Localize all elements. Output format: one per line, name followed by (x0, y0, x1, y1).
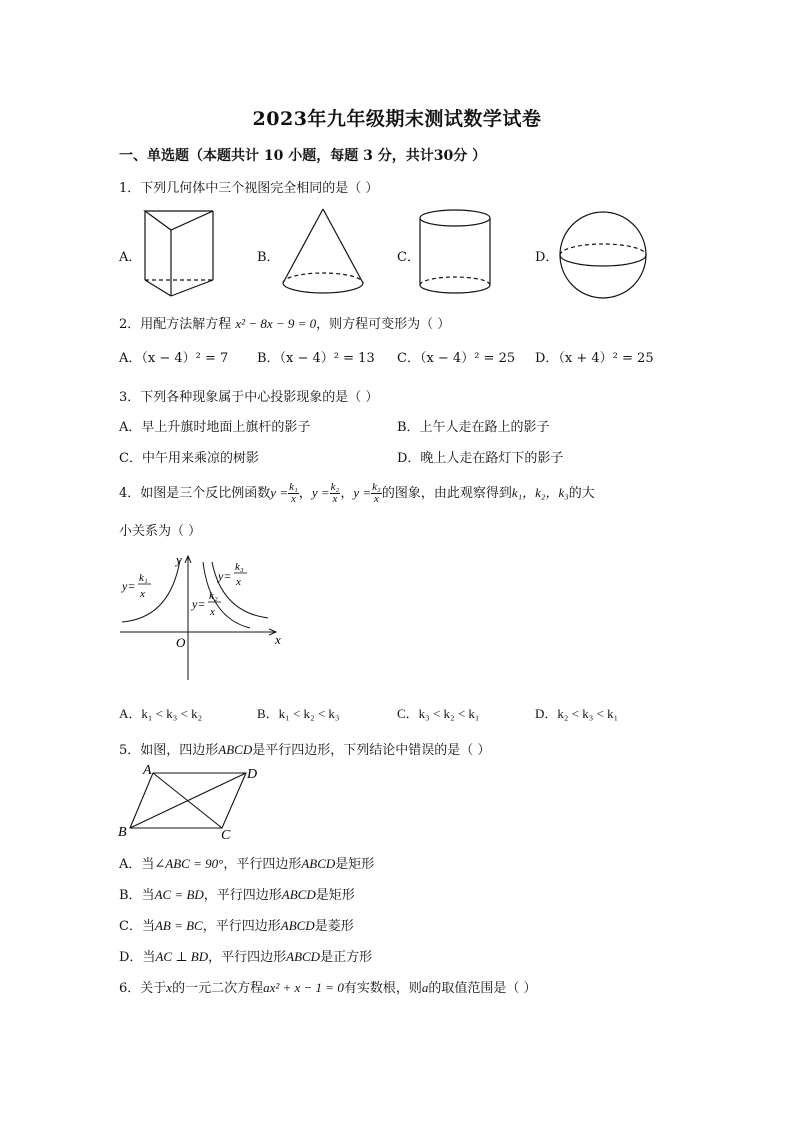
q5-abcd: ABCD (218, 742, 253, 757)
curve3-label: y= (218, 569, 232, 583)
vertex-d: D (247, 767, 258, 782)
curve3-k: k₃ (235, 561, 244, 573)
q4-func3-den: x (374, 493, 379, 505)
question-6-stem (119, 977, 537, 996)
q5-b-math: AC = BD (154, 887, 204, 902)
q6-stem-post: 的取值范围是（ ） (428, 981, 537, 996)
q5-b-pre: B．当 (119, 888, 155, 903)
q6-var-x: x (166, 980, 173, 995)
q5-c-abcd: ABCD (280, 918, 315, 933)
q4-func3-lhs: y = (353, 485, 372, 500)
cone-icon (280, 207, 366, 297)
q4-func1-den: x (290, 493, 296, 505)
q6-var-a: a (421, 980, 429, 995)
q6-stem-mid2: 有实数根，则 (343, 981, 422, 996)
curve3-den: x (236, 576, 241, 588)
curve2-label: y= (192, 597, 206, 611)
q5-a-pre: A．当 (119, 857, 155, 872)
q2-option-b: B．（x − 4）² = 13 (257, 351, 375, 366)
q5-stem-post: 是平行四边形，下列结论中错误的是（ ） (252, 743, 491, 758)
question-4-stem: 4．如图是三个反比例函数y = $\frac{\text{k₁}}{x}$ ，y = $\frac{\text{k₂}}{x}$ ，y = $\frac{\text{k₃}}{x}$ 的图象，由此观察得到k₁，k₂，k₃的大 (119, 481, 595, 505)
q5-c-math: AB = BC (154, 918, 203, 933)
q4-option-a: A．k₁ < k₃ < k₂ (119, 706, 203, 721)
curve1-k: k₁ (139, 572, 148, 584)
q5-d-post: ，平行四边形 (208, 950, 287, 965)
q4-func2-frac (330, 482, 341, 505)
q4-func1-num: k₁ (289, 481, 298, 493)
q1-option-a-label: A． (119, 250, 142, 265)
q2-stem-post: ，则方程可变形为（ ） (316, 317, 451, 332)
inverse-function-graph (118, 552, 290, 682)
q5-stem-pre: 5．如图，四边形 (119, 743, 219, 758)
q5-d-math: AC ⊥ BD (155, 949, 209, 964)
q5-c-pre: C．当 (119, 919, 155, 934)
q3-option-b: B．上午人走在路上的影子 (397, 420, 550, 435)
q4-option-d: D．k₂ < k₃ < k₁ (535, 706, 619, 721)
q4-stem-end: 的大 (568, 486, 595, 501)
curve2-k: k₂ (209, 590, 218, 602)
page-title: 2023年九年级期末测试数学试卷 (252, 108, 542, 130)
q2-equation: x² − 8x − 9 = 0 (235, 316, 317, 331)
sphere-icon (557, 210, 649, 300)
q4-k-values: k₁，k₂，k₃ (511, 485, 569, 500)
q4-stem-pre: 4．如图是三个反比例函数 (119, 486, 271, 501)
vertex-c: C (221, 828, 231, 843)
q3-option-c: C．中午用来乘凉的树影 (119, 451, 259, 466)
q5-d-abcd: ABCD (286, 949, 321, 964)
vertex-a: A (143, 763, 152, 778)
q4-stem-mid: 的图象，由此观察得到 (381, 486, 512, 501)
q2-option-c: C．（x − 4）² = 25 (397, 351, 516, 366)
q5-option-b (119, 884, 355, 903)
q3-option-d: D．晚上人走在路灯下的影子 (397, 451, 564, 466)
q2-option-d: D．（x + 4）² = 25 (535, 351, 654, 366)
q3-option-a: A．早上升旗时地面上旗杆的影子 (119, 420, 311, 435)
q4-func3-frac (371, 482, 382, 505)
q6-equation: ax² + x − 1 = 0 (263, 980, 344, 995)
q5-a-math: ∠ABC = 90° (154, 856, 224, 871)
q5-option-d (119, 946, 372, 965)
q1-option-c-label: C． (397, 250, 420, 265)
q5-d-pre: D．当 (119, 950, 156, 965)
q5-b-post: ，平行四边形 (203, 888, 282, 903)
q4-func1-lhs: y = (270, 485, 289, 500)
q2-stem-pre: 2．用配方法解方程 (119, 317, 236, 332)
graph-label-x: x (275, 632, 281, 647)
cylinder-icon (417, 208, 493, 298)
q5-a-abcd: ABCD (301, 856, 336, 871)
q1-option-b-label: B． (257, 250, 280, 265)
section-heading: 一、单选题（本题共计 10 小题，每题 3 分，共计30分 ） (119, 148, 487, 164)
q4-option-b: B．k₁ < k₂ < k₃ (257, 706, 340, 721)
q4-func2-den: x (332, 493, 338, 505)
vertex-b: B (118, 825, 127, 840)
q5-b-abcd: ABCD (281, 887, 316, 902)
q4-func2-num: k₂ (330, 481, 340, 493)
graph-label-y: y (176, 552, 182, 567)
q6-stem-mid: 的一元二次方程 (172, 981, 264, 996)
graph-label-origin: O (176, 635, 186, 650)
question-3-stem: 3．下列各种现象属于中心投影现象的是（ ） (119, 390, 379, 405)
q5-a-post: ，平行四边形 (223, 857, 302, 872)
q6-stem-pre: 6．关于 (119, 981, 167, 996)
q4-func1-frac (288, 482, 299, 505)
q5-b-end: 是矩形 (315, 888, 355, 903)
q4-func2-lhs: y = (311, 485, 330, 500)
curve1-label: y= (122, 579, 136, 593)
q5-option-c (119, 915, 354, 934)
q5-d-end: 是正方形 (320, 950, 373, 965)
parallelogram-figure (116, 760, 266, 842)
q5-c-end: 是菱形 (314, 919, 354, 934)
q4-func3-num: k₃ (372, 481, 381, 493)
q1-option-d-label: D． (535, 250, 559, 265)
q4-option-c: C．k₃ < k₂ < k₁ (397, 706, 480, 721)
triangular-prism-icon (142, 208, 218, 298)
q2-option-a: A．（x − 4）² = 7 (119, 351, 229, 366)
question-1-stem: 1．下列几何体中三个视图完全相同的是（ ） (119, 181, 379, 196)
q5-option-a (119, 853, 374, 872)
question-4-stem-line2: 小关系为（ ） (119, 524, 202, 539)
curve1-den: x (140, 588, 145, 600)
question-2-stem (119, 313, 450, 332)
q5-a-end: 是矩形 (335, 857, 375, 872)
q5-c-post: ，平行四边形 (202, 919, 281, 934)
question-5-stem (119, 739, 490, 758)
curve2-den: x (210, 606, 215, 618)
